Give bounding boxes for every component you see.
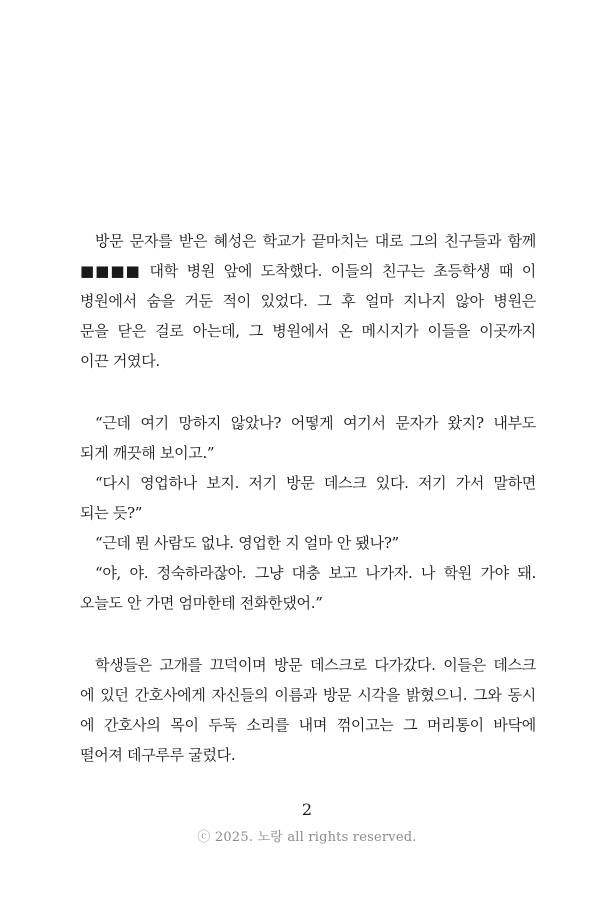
dialogue-line: 되게 깨끗해 보이고.” [80,444,215,462]
copyright-notice: ⓒ 2025. 노랑 all rights reserved. [197,830,417,845]
dialogue-line: “근데 뭔 사람도 없냐. 영업한 지 얼마 안 됐나?” [95,534,399,552]
page-number: 2 [301,800,313,819]
paragraph-gap [80,618,536,650]
paragraph-line-text: 대학 병원 앞에 도착했다. 이들의 친구는 초등학생 때 이 [149,262,537,280]
dialogue-block [80,408,536,618]
dialogue-line: 오늘도 안 가면 엄마한테 전화한댔어.” [80,594,323,612]
dialogue-line: “근데 여기 망하지 않았나? 어떻게 여기서 문자가 왔지? 내부도 [95,414,536,432]
paragraph-1 [80,226,536,376]
paragraph-line: 떨어져 데구루루 굴렀다. [80,746,236,764]
paragraph-3 [80,650,536,770]
paragraph-line: 병원에서 숨을 거둔 적이 있었다. 그 후 얼마 지나지 않아 병원은 [80,292,536,310]
paragraph-line: 학생들은 고개를 끄덕이며 방문 데스크로 다가갔다. 이들은 데스크 [95,656,536,674]
paragraph-line: 이끈 거였다. [80,352,160,370]
redacted-mark: ■■■■ [80,262,141,280]
paragraph-line: 방문 문자를 받은 혜성은 학교가 끝마치는 대로 그의 친구들과 함께 [95,232,536,250]
paragraph-line: 문을 닫은 걸로 아는데, 그 병원에서 온 메시지가 이들을 이곳까지 [80,322,536,340]
paragraph-line [80,256,536,286]
dialogue-line: “다시 영업하나 보지. 저기 방문 데스크 있다. 저기 가서 말하면 [95,474,536,492]
paragraph-line: 에 있던 간호사에게 자신들의 이름과 방문 시각을 밝혔으니. 그와 동시 [80,686,536,704]
dialogue-line: “야, 야. 정숙하라잖아. 그냥 대충 보고 나가자. 나 학원 가야 돼. [95,564,536,582]
paragraph-line: 에 간호사의 목이 두둑 소리를 내며 꺾이고는 그 머리통이 바닥에 [80,716,536,734]
dialogue-line: 되는 듯?” [80,504,143,522]
paragraph-gap [80,376,536,408]
page-body [80,226,536,770]
